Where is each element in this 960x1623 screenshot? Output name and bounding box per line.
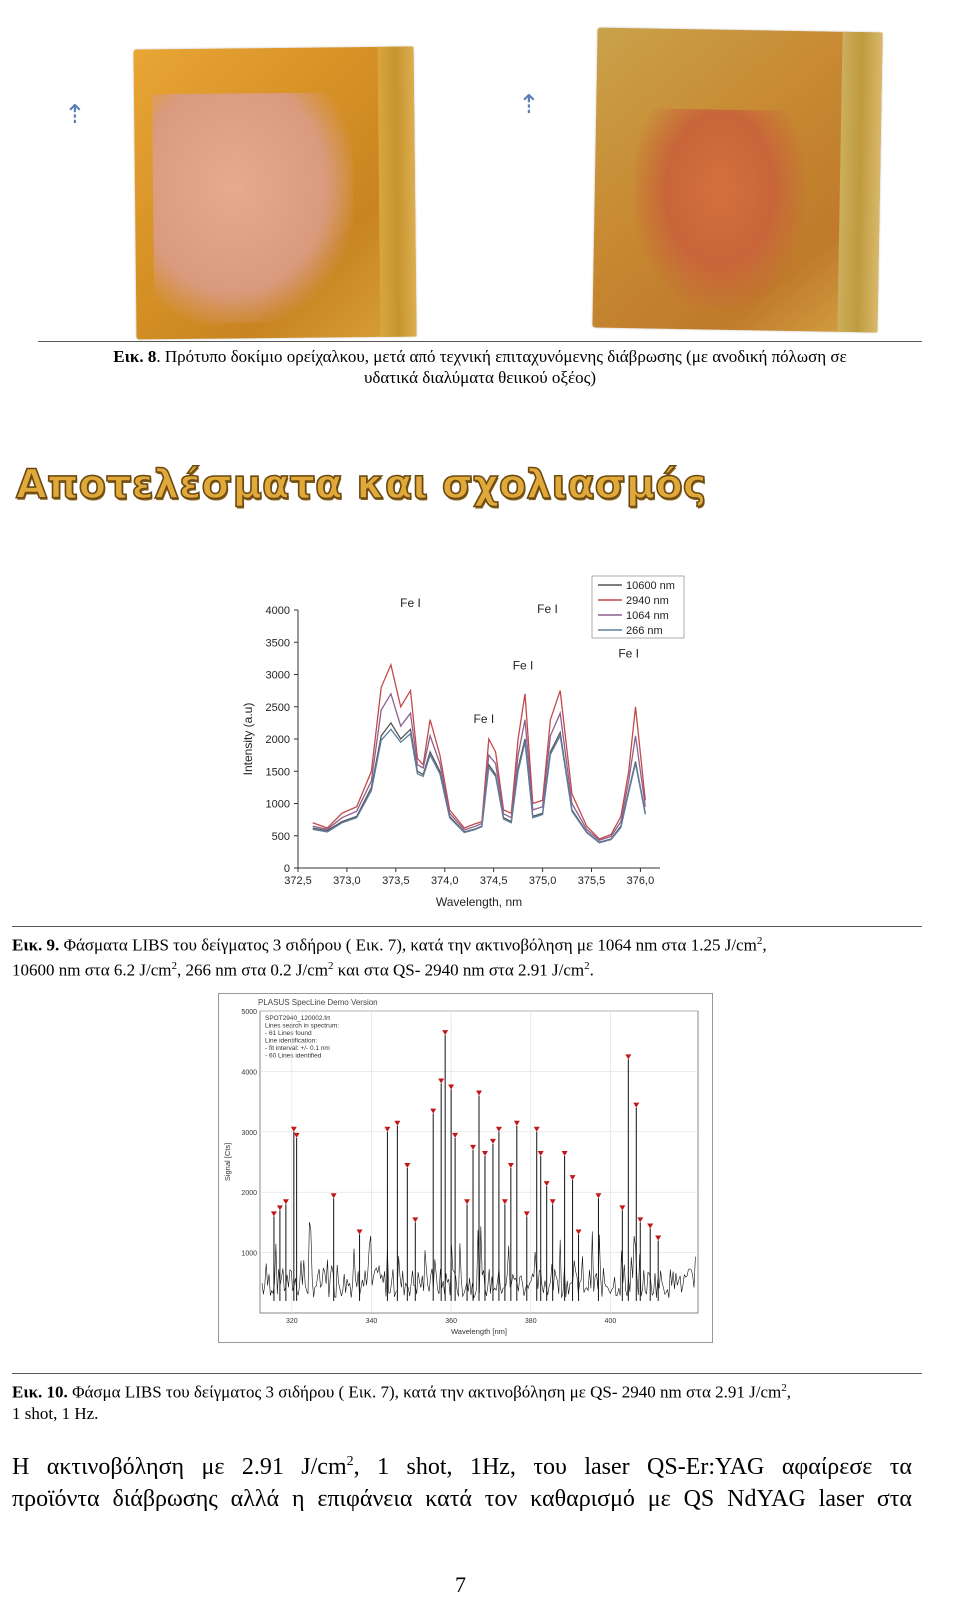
caption-rule [38, 341, 922, 342]
y-tick-label: 5000 [241, 1009, 257, 1016]
series-line [313, 665, 646, 839]
x-tick-label: 340 [365, 1318, 378, 1325]
chart-info-line: Line identification: [265, 1037, 318, 1045]
x-tick-label: 380 [524, 1318, 537, 1325]
y-axis-label: Signal [Cts] [223, 1142, 232, 1182]
legend-entry: 10600 nm [626, 580, 675, 592]
legend-entry: 266 nm [626, 625, 663, 637]
y-tick-label: 1500 [265, 766, 290, 779]
page-number: 7 [455, 1572, 466, 1597]
y-tick-label: 0 [283, 863, 290, 875]
libs-spectra-chart [230, 570, 700, 915]
figure9-caption: Εικ. 9. Φάσματα LIBS του δείγματος 3 σιδήρου ( Εικ. 7), κατά την ακτινοβόληση με 1064 nm στα 1.25 $J/cm^2$, 10600 nm στα 6.2 $J/cm^2$, 266 nm στα 0.2 $J/cm^2$ και στα QS- 2940 nm στα 2.91 $J/cm^2$. [12, 935, 767, 980]
x-tick-label: 374,5 [479, 875, 508, 887]
legend-entry: 1064 nm [626, 610, 669, 622]
x-tick-label: 373,0 [333, 875, 361, 887]
caption-rule [12, 926, 922, 927]
peak-annotation: Fe I [618, 646, 640, 661]
chart-info-line: - 61 Lines found [265, 1030, 312, 1037]
y-tick-label: 4000 [241, 1069, 257, 1077]
brass-sample-photo-left [133, 47, 416, 340]
figure10-caption: Εικ. 10. Φάσμα LIBS του δείγματος 3 σιδήρου ( Εικ. 7), κατά την ακτινοβόληση με QS- 2940 nm στα 2.91 $J/cm^2$, 1 shot, 1 Hz. [12, 1382, 791, 1423]
x-axis-label: Wavelength [nm] [451, 1327, 507, 1336]
series-line [313, 729, 646, 843]
peak-annotation: Fe I [537, 602, 558, 617]
x-tick-label: 400 [604, 1318, 617, 1325]
y-tick-label: 2500 [265, 701, 290, 714]
y-tick-label: 3500 [265, 637, 290, 650]
x-tick-label: 375,0 [528, 875, 557, 887]
x-tick-label: 373,5 [382, 875, 410, 887]
y-tick-label: 500 [271, 830, 290, 843]
section-title: Αποτελέσματα και σχολιασμός [16, 462, 707, 508]
chart-info-line: Lines search in spectrum: [265, 1022, 340, 1030]
x-tick-label: 375,5 [577, 875, 606, 887]
y-tick-label: 1000 [241, 1250, 257, 1258]
chart-info-line: SPOT2940_120002.frt [265, 1015, 331, 1022]
plasus-spectrum-chart [218, 993, 713, 1343]
x-tick-label: 376,0 [626, 875, 655, 887]
y-tick-label: 3000 [265, 669, 290, 682]
figure8-caption: Εικ. 8. Πρότυπο δοκίμιο ορείχαλκου, μετά από τεχνική επιταχυνόμενης διάβρωσης (με ανοδική πόλωση σε υδατικά διαλύματα θειικού οξέος) [113, 347, 847, 387]
peak-annotation: Fe I [473, 711, 495, 726]
peak-annotation: Fe I [512, 658, 534, 673]
chart-title: PLASUS SpecLine Demo Version [258, 998, 378, 1007]
x-tick-label: 374,0 [430, 875, 459, 887]
orientation-arrow-icon: ⇡ [64, 100, 86, 130]
x-axis-label: Wavelength, nm [435, 895, 523, 909]
y-tick-label: 1000 [265, 798, 290, 811]
x-tick-label: 320 [286, 1318, 298, 1325]
peak-annotation: Fe I [400, 595, 421, 610]
chart-info-line: - 60 Lines identified [265, 1052, 322, 1060]
y-tick-label: 2000 [265, 734, 290, 746]
y-axis-label: Intensity (a.u) [241, 702, 255, 776]
orientation-arrow-icon: ⇡ [518, 90, 540, 120]
y-tick-label: 3000 [241, 1129, 257, 1137]
x-tick-label: 360 [445, 1318, 457, 1325]
brass-sample-photo-right [592, 28, 882, 333]
chart-info-line: - fit interval: +/- 0.1 nm [265, 1045, 330, 1052]
legend-entry: 2940 nm [626, 595, 669, 607]
caption-rule [12, 1373, 922, 1374]
body-paragraph: Η ακτινοβόληση με 2.91 $J/cm^2$, 1 shot, 1Hz, του laser QS-Er:YAG αφαίρεσε τα προϊόντα διάβρωσης αλλά η επιφάνεια κατά τον καθαρισμό με QS NdYAG laser στα [12, 1454, 912, 1512]
y-tick-label: 4000 [265, 605, 290, 617]
x-tick-label: 372,5 [284, 875, 312, 887]
y-tick-label: 2000 [241, 1190, 257, 1198]
figure8-label: Εικ. 8 [113, 347, 157, 366]
